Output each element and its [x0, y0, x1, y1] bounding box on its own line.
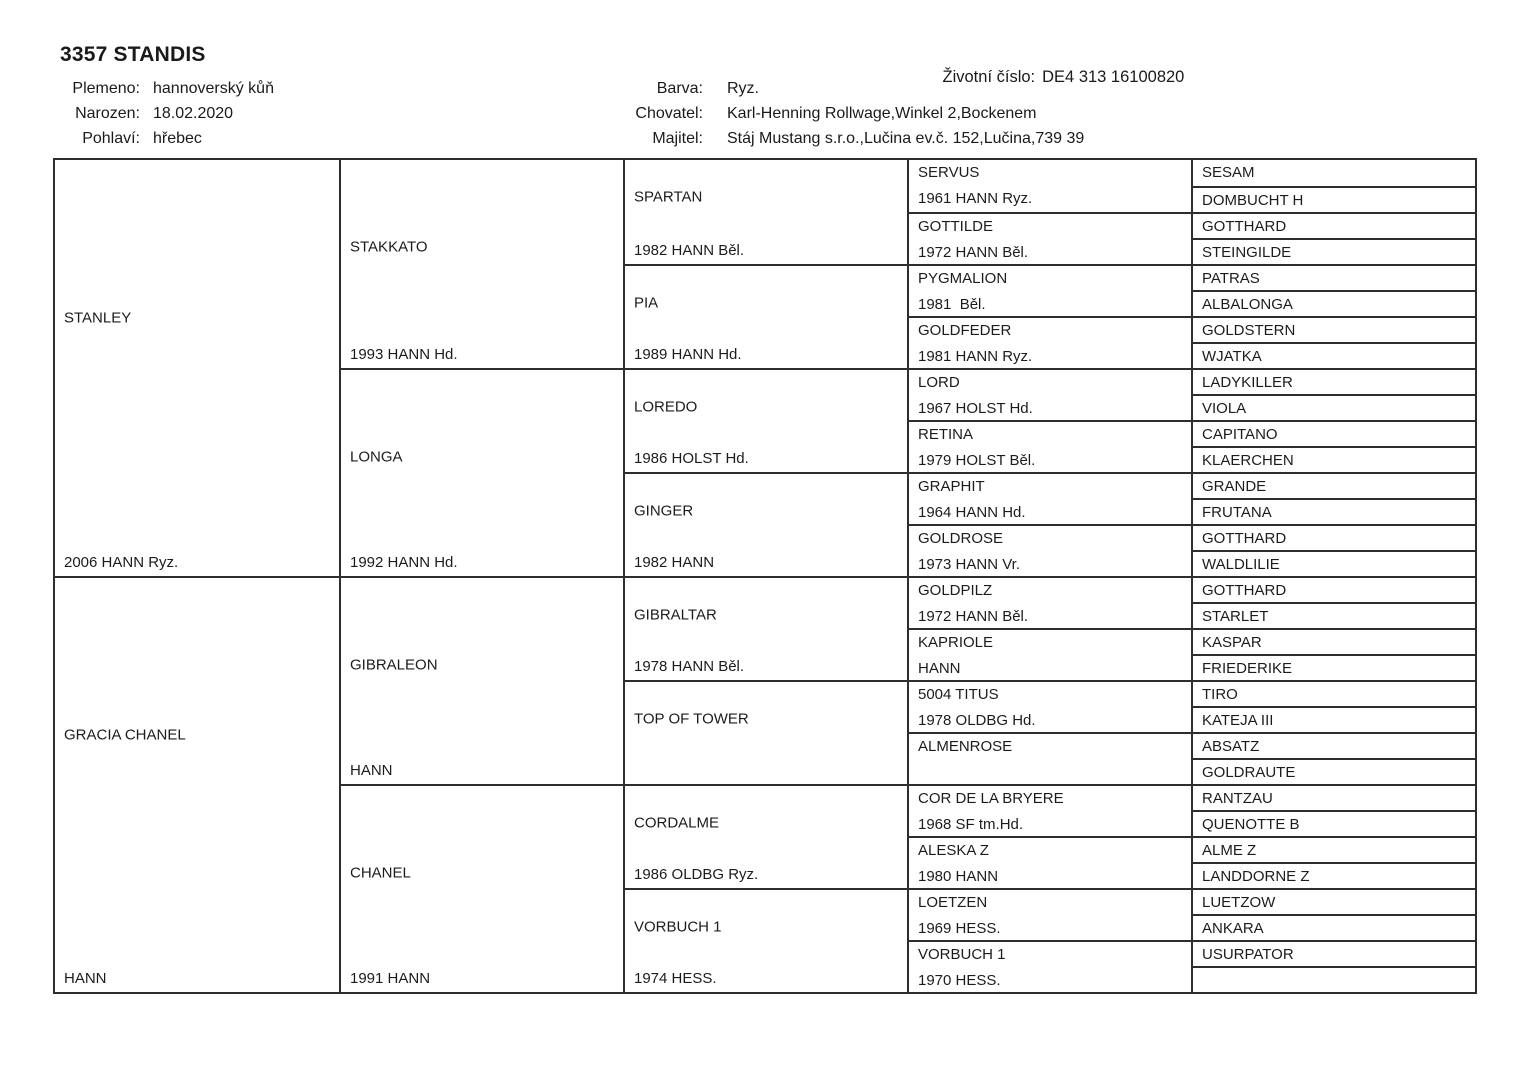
horse-name: ALBALONGA: [1202, 296, 1293, 313]
pedigree-cell: [1193, 862, 1475, 888]
pedigree-cell: [341, 576, 623, 784]
horse-year-registry: 1969 HESS.: [918, 920, 1001, 937]
pedigree-cell: [909, 784, 1191, 836]
breeder-value: Karl-Henning Rollwage,Winkel 2,Bockenem: [727, 105, 1037, 122]
pedigree-cell: [1193, 550, 1475, 576]
horse-name: ALESKA Z: [918, 842, 989, 859]
pedigree-cell: [909, 628, 1191, 680]
pedigree-cell: [1193, 940, 1475, 966]
horse-year-registry: 1982 HANN: [634, 554, 715, 571]
pedigree-cell: [625, 784, 907, 888]
horse-name: RANTZAU: [1202, 790, 1273, 807]
pedigree-cell: [909, 420, 1191, 472]
horse-name: RETINA: [918, 426, 974, 443]
horse-name: LUETZOW: [1202, 894, 1276, 911]
horse-year-registry: 1961 HANN Ryz.: [918, 190, 1033, 207]
horse-name: VIOLA: [1202, 400, 1247, 417]
pedigree-cell: [55, 160, 339, 576]
horse-name: TOP OF TOWER: [634, 710, 749, 728]
horse-name: WALDLILIE: [1202, 556, 1280, 573]
pedigree-cell: [909, 732, 1191, 784]
color-value: Ryz.: [727, 80, 759, 97]
horse-name: 5004 TITUS: [918, 686, 999, 703]
horse-name: GOLDRAUTE: [1202, 764, 1296, 781]
pedigree-cell: [1193, 784, 1475, 810]
pedigree-cell: [1193, 290, 1475, 316]
horse-name: CORDALME: [634, 814, 720, 832]
pedigree-cell: [1193, 342, 1475, 368]
owner-label: Majitel:: [652, 130, 703, 147]
horse-year-registry: 1993 HANN Hd.: [350, 346, 458, 363]
horse-name: ABSATZ: [1202, 738, 1260, 755]
pedigree-cell: [1193, 888, 1475, 914]
pedigree-cell: [909, 576, 1191, 628]
pedigree-cell: [1193, 420, 1475, 446]
pedigree-cell: [1193, 836, 1475, 862]
pedigree-cell: [1193, 368, 1475, 394]
life-number-line: [915, 44, 1184, 110]
page-title: 3357 STANDIS: [60, 43, 206, 66]
pedigree-cell: [1193, 758, 1475, 784]
pedigree-cell: [625, 472, 907, 576]
document-header: [0, 0, 1527, 158]
pedigree-cell: [1193, 732, 1475, 758]
horse-name: KASPAR: [1202, 634, 1262, 651]
horse-name: FRIEDERIKE: [1202, 660, 1293, 677]
pedigree-cell: [625, 576, 907, 680]
horse-name: GOLDFEDER: [918, 322, 1012, 339]
horse-name: GRAPHIT: [918, 478, 985, 495]
horse-name: TIRO: [1202, 686, 1238, 703]
pedigree-generation-3-column: [623, 160, 907, 992]
pedigree-cell: [909, 316, 1191, 368]
horse-name: SPARTAN: [634, 188, 703, 206]
horse-name: USURPATOR: [1202, 946, 1294, 963]
horse-name: LADYKILLER: [1202, 374, 1293, 391]
pedigree-cell: [909, 472, 1191, 524]
pedigree-cell: [1193, 810, 1475, 836]
horse-year-registry: 1989 HANN Hd.: [634, 346, 742, 363]
horse-year-registry: 1967 HOLST Hd.: [918, 400, 1033, 417]
color-label: Barva:: [656, 80, 703, 97]
horse-year-registry: 1972 HANN Běl.: [918, 608, 1029, 625]
horse-name: GOLDPILZ: [918, 582, 993, 599]
horse-name: FRUTANA: [1202, 504, 1272, 521]
horse-name: KLAERCHEN: [1202, 452, 1294, 469]
pedigree-cell: [341, 368, 623, 576]
pedigree-cell: [1193, 914, 1475, 940]
horse-name: GINGER: [634, 502, 694, 520]
horse-year-registry: 1964 HANN Hd.: [918, 504, 1026, 521]
breed-value: hannoverský kůň: [153, 80, 274, 97]
pedigree-cell: [1193, 524, 1475, 550]
horse-name: QUENOTTE B: [1202, 816, 1300, 833]
horse-name: WJATKA: [1202, 348, 1262, 365]
born-value: 18.02.2020: [153, 105, 234, 122]
horse-name: GOTTHARD: [1202, 530, 1287, 547]
born-label: Narozen:: [75, 105, 140, 122]
life-number-label: Životní číslo:: [942, 68, 1036, 86]
pedigree-cell: [1193, 602, 1475, 628]
horse-name: STAKKATO: [350, 238, 428, 256]
horse-name: ALMENROSE: [918, 738, 1013, 755]
horse-name: STARLET: [1202, 608, 1269, 625]
horse-name: VORBUCH 1: [634, 918, 722, 936]
horse-name: KAPRIOLE: [918, 634, 994, 651]
horse-name: PIA: [634, 294, 659, 312]
pedigree-cell: [1193, 628, 1475, 654]
horse-year-registry: 1978 HANN Běl.: [634, 658, 745, 675]
horse-year-registry: 1986 HOLST Hd.: [634, 450, 749, 467]
pedigree-generation-5-column: [1191, 160, 1475, 992]
horse-name: GIBRALTAR: [634, 606, 717, 624]
horse-year-registry: HANN: [350, 762, 393, 779]
horse-name: [1202, 968, 1472, 994]
pedigree-cell: [625, 264, 907, 368]
pedigree-cell: [1193, 446, 1475, 472]
pedigree-cell: [1193, 316, 1475, 342]
pedigree-cell: [909, 212, 1191, 264]
horse-year-registry: 1981 Běl.: [918, 296, 986, 313]
horse-year-registry: HANN: [64, 970, 107, 987]
horse-name: GIBRALEON: [350, 656, 438, 674]
pedigree-cell: [1193, 160, 1475, 186]
horse-name: STANLEY: [64, 309, 132, 327]
owner-value: Stáj Mustang s.r.o.,Lučina ev.č. 152,Lučina,739 39: [727, 130, 1085, 147]
pedigree-cell: [1193, 966, 1475, 992]
life-number-value: DE4 313 16100820: [1042, 68, 1185, 86]
horse-name: SESAM: [1202, 164, 1255, 181]
horse-name: LORD: [918, 374, 960, 391]
pedigree-cell: [625, 680, 907, 784]
pedigree-table: [53, 158, 1477, 994]
horse-year-registry: 1981 HANN Ryz.: [918, 348, 1033, 365]
pedigree-cell: [1193, 576, 1475, 602]
horse-name: DOMBUCHT H: [1202, 192, 1304, 209]
horse-year-registry: 1991 HANN: [350, 970, 431, 987]
horse-name: PYGMALION: [918, 270, 1008, 287]
pedigree-cell: [341, 160, 623, 368]
breeder-label: Chovatel:: [635, 105, 703, 122]
horse-name: KATEJA III: [1202, 712, 1274, 729]
pedigree-cell: [909, 940, 1191, 992]
pedigree-cell: [1193, 472, 1475, 498]
horse-name: LONGA: [350, 448, 403, 466]
horse-name: CAPITANO: [1202, 426, 1278, 443]
pedigree-cell: [1193, 706, 1475, 732]
horse-year-registry: 1968 SF tm.Hd.: [918, 816, 1024, 833]
pedigree-cell: [1193, 498, 1475, 524]
pedigree-cell: [625, 368, 907, 472]
pedigree-cell: [1193, 264, 1475, 290]
pedigree-cell: [1193, 238, 1475, 264]
horse-name: GOLDROSE: [918, 530, 1004, 547]
horse-year-registry: 1986 OLDBG Ryz.: [634, 866, 759, 883]
horse-year-registry: HANN: [918, 660, 961, 677]
horse-year-registry: 2006 HANN Ryz.: [64, 554, 179, 571]
pedigree-cell: [625, 160, 907, 264]
horse-name: GOTTHARD: [1202, 218, 1287, 235]
horse-name: PATRAS: [1202, 270, 1260, 287]
horse-name: LANDDORNE Z: [1202, 868, 1310, 885]
sex-value: hřebec: [153, 130, 202, 147]
horse-year-registry: 1978 OLDBG Hd.: [918, 712, 1036, 729]
horse-year-registry: 1973 HANN Vr.: [918, 556, 1020, 573]
pedigree-cell: [909, 836, 1191, 888]
pedigree-cell: [1193, 680, 1475, 706]
horse-name: STEINGILDE: [1202, 244, 1292, 261]
pedigree-cell: [1193, 212, 1475, 238]
horse-name: GRANDE: [1202, 478, 1267, 495]
horse-name: ANKARA: [1202, 920, 1264, 937]
horse-year-registry: 1979 HOLST Běl.: [918, 452, 1036, 469]
horse-name: GRACIA CHANEL: [64, 726, 186, 744]
pedigree-cell: [625, 888, 907, 992]
horse-name: GOTTILDE: [918, 218, 994, 235]
horse-name: GOTTHARD: [1202, 582, 1287, 599]
pedigree-cell: [909, 888, 1191, 940]
pedigree-generation-2-column: [339, 160, 623, 992]
horse-year-registry: 1970 HESS.: [918, 972, 1001, 989]
horse-name: ALME Z: [1202, 842, 1257, 859]
horse-year-registry: 1992 HANN Hd.: [350, 554, 458, 571]
pedigree-cell: [1193, 186, 1475, 212]
horse-year-registry: 1980 HANN: [918, 868, 999, 885]
horse-name: LOREDO: [634, 398, 698, 416]
pedigree-cell: [909, 524, 1191, 576]
horse-name: GOLDSTERN: [1202, 322, 1296, 339]
pedigree-generation-4-column: [907, 160, 1191, 992]
pedigree-cell: [55, 576, 339, 992]
horse-name: VORBUCH 1: [918, 946, 1006, 963]
horse-year-registry: 1982 HANN Běl.: [634, 242, 745, 259]
pedigree-cell: [909, 264, 1191, 316]
pedigree-cell: [909, 368, 1191, 420]
pedigree-cell: [909, 160, 1191, 212]
pedigree-cell: [341, 784, 623, 992]
breed-label: Plemeno:: [72, 80, 140, 97]
horse-year-registry: 1972 HANN Běl.: [918, 244, 1029, 261]
pedigree-cell: [1193, 654, 1475, 680]
horse-name: SERVUS: [918, 164, 980, 181]
horse-name: CHANEL: [350, 864, 411, 882]
pedigree-cell: [1193, 394, 1475, 420]
pedigree-generation-1-column: [55, 160, 339, 992]
horse-name: LOETZEN: [918, 894, 988, 911]
sex-label: Pohlaví:: [82, 130, 140, 147]
pedigree-cell: [909, 680, 1191, 732]
horse-name: COR DE LA BRYERE: [918, 790, 1064, 807]
horse-year-registry: 1974 HESS.: [634, 970, 717, 987]
